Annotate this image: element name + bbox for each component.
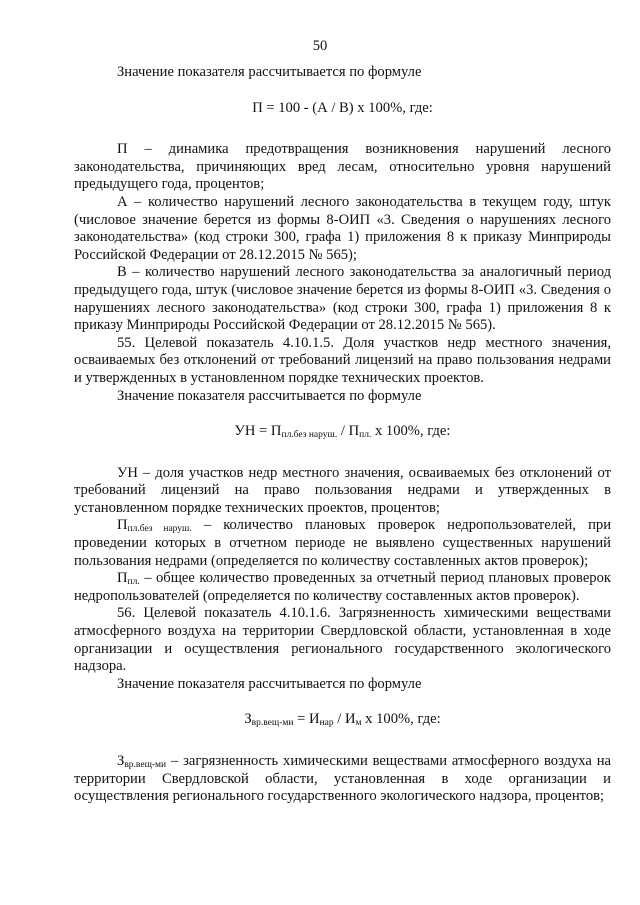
symbol: П — [117, 570, 128, 587]
formula: П = 100 - (А / В) x 100%, где: — [252, 99, 433, 116]
formula-part: З — [244, 711, 252, 728]
definition-p: П – динамика предотвращения возникновения нарушений лесного законодательства, причиняющих вред лесам, относительно уровня нарушений предыдущего года, процентов; — [74, 141, 611, 193]
formula-part: / И — [333, 711, 356, 728]
definition-b: В – количество нарушений лесного законодательства за аналогичный период предыдущего года, штук (числовое значение берется из формы 8-ОИП «3. Сведения о нарушениях лесного законодательства» (код строки 300, графа 1) приложения 8 к приказу Минприроды Российской Федерации от 28.12.2015 № 565). — [74, 264, 611, 334]
definition-a: А – количество нарушений лесного законодательства в текущем году, штук (числовое значение берется из формы 8-ОИП «3. Сведения о нарушениях лесного законодательства» (код строки 300, графа 1) приложения 8 к приказу Минприроды Российской Федерации от 28.12.2015 № 565); — [74, 193, 611, 263]
symbol: З — [117, 753, 125, 769]
formula — [74, 423, 611, 441]
formula-part: = И — [293, 711, 320, 728]
symbol-subscript: пл. — [127, 577, 140, 588]
formula-subscript: м — [355, 718, 362, 729]
page-body — [74, 64, 611, 806]
formula-part: УН = П — [234, 423, 282, 440]
formula-intro: Значение показателя рассчитывается по формуле — [117, 387, 422, 404]
definition-text: – загрязненность химическими веществами атмосферного воздуха на территории Свердловской области, установленная в ходе организации и осуществления регионального государственного экологического надзора, процентов; — [74, 753, 611, 805]
formula-subscript: нар — [319, 718, 334, 729]
page-number: 50 — [312, 38, 328, 54]
item-55: 55. Целевой показатель 4.10.1.5. Доля участков недр местного значения, осваиваемых без отклонений от требований лицензий на право пользования недрами и утвержденных в установленном порядке технических проектов. — [74, 334, 611, 386]
formula-intro: Значение показателя рассчитывается по формуле — [117, 64, 422, 80]
symbol-subscript: пл.без наруш. — [127, 524, 192, 535]
formula — [74, 711, 611, 729]
formula-subscript: пл.без наруш. — [281, 430, 338, 441]
definition-ppl — [74, 570, 611, 605]
formula-intro: Значение показателя рассчитывается по формуле — [117, 675, 422, 692]
definition-z — [74, 753, 611, 806]
item-56: 56. Целевой показатель 4.10.1.6. Загрязненность химическими веществами атмосферного воздуха на территории Свердловской области, установленная в ходе организации и осуществления регионального государственного экологического надзора. — [74, 605, 611, 675]
definition-ppl-bez-narush — [74, 517, 611, 570]
formula-part: x 100%, где: — [371, 423, 451, 440]
definition-un: УН – доля участков недр местного значения, осваиваемых без отклонений от требований лицензий на право пользования недрами и утвержденных в установленном порядке технических проектов, процентов; — [74, 464, 611, 516]
symbol: П — [117, 517, 128, 534]
definition-text: – общее количество проведенных за отчетный период плановых проверок недропользователей (определяется по количеству составленных актов проверок). — [74, 570, 611, 604]
formula-subscript: вр.вещ-ми — [251, 718, 294, 729]
formula-part: x 100%, где: — [361, 711, 441, 728]
formula-subscript: пл. — [359, 430, 372, 441]
symbol-subscript: вр.вещ-ми — [124, 760, 167, 770]
definition-text: – количество плановых проверок недропользователей, при проведении которых в отчетном периоде не выявлено существенных нарушений пользования недрами (определяется по количеству составленных актов проверок); — [74, 517, 611, 569]
formula-part: / П — [337, 423, 360, 440]
